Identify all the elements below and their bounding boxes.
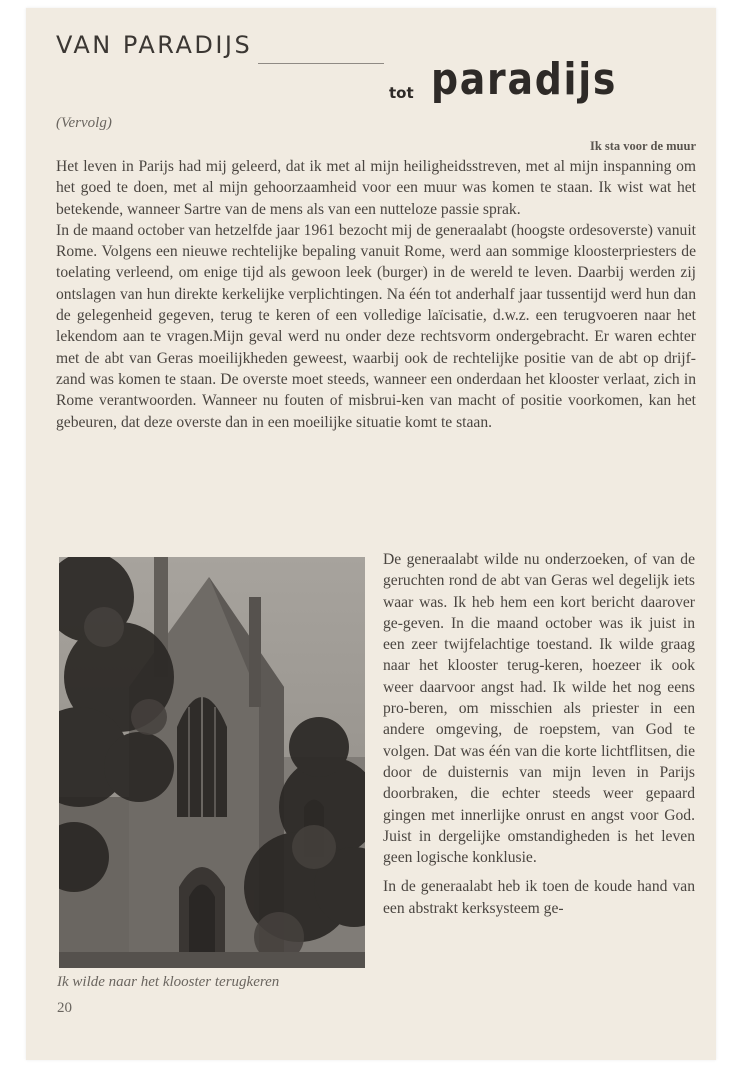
body-text xyxy=(56,156,696,433)
church-photo xyxy=(59,557,365,968)
section-subheading: Ik sta voor de muur xyxy=(589,139,696,153)
continued-label: (Vervolg) xyxy=(56,115,112,131)
column-paragraph: In de generaalabt heb ik toen de koude hand van een abstrakt kerksysteem ge- xyxy=(383,878,695,917)
right-column-text xyxy=(383,549,695,919)
magazine-page xyxy=(26,8,716,1060)
body-paragraph: Het leven in Parijs had mij geleerd, dat ik met al mijn heiligheidsstreven, met al mijn inspanning om het goed te doen, met al mijn gehoorzaamheid voor een muur was komen te staan. Ik wist wat het betekende, wanneer Sartre van de mens als van een nutteloze passie sprak. xyxy=(56,158,696,218)
photo-caption: Ik wilde naar het klooster terugkeren xyxy=(57,974,280,990)
body-paragraph: In de maand october van hetzelfde jaar 1961 bezocht mij de generaalabt (hoogste ordesoverste) vanuit Rome. Volgens een nieuwe rechtelijke bepaling vanuit Rome, werd aan sommige kloosterpriesters de toelating verleend, om enige tijd als gewoon leek (burger) in de wereld te leven. Daarbij werden zij ontslagen van hun direkte kerkelijke verplichtingen. Na één tot anderhalf jaar tussentijd werd hun dan de gelegenheid gegeven, terug te keren of een volledige laïcisatie, d.w.z. een terugvoeren naar het lekendom aan te vragen.Mijn geval werd nu onder deze rechtsvorm ondergebracht. Er waren echter met de abt van Geras moeilijkheden geweest, waarbij ook de rechtelijke positie van de abt op drijf-zand was komen te staan. De overste moet steeds, wanneer een onderdaan het klooster verlaat, zich in Rome verantwoorden. Wanneer nu fouten of misbrui-ken van macht of positie voorkomen, kan het gebeuren, dat deze overste dan in een moeilijke situatie komt te staan. xyxy=(56,221,696,431)
title-rule xyxy=(258,63,384,64)
title-van-paradijs: VAN PARADIJS xyxy=(56,31,253,59)
page-number: 20 xyxy=(57,1000,72,1016)
column-paragraph: De generaalabt wilde nu onderzoeken, of van de geruchten rond de abt van Geras wel degelijk iets waar was. Ik heb hem een kort bericht daarover ge-geven. In die maand october was ik juist in een zeer twijfelachtige toestand. Ik wilde graag naar het klooster terug-keren, hoezeer ik ook weer daarvoor angst had. Ik wilde het nog eens pro-beren, om misschien als priester in een andere omgeving, de roepstem, van God te volgen. Dat was één van die korte lichtflitsen, die door de duisternis van mijn leven in Parijs doorbraken, die echter steeds weer gepaard gingen met innerlijke onrust en angst voor God. Juist in dergelijke omstandigheden is het leven geen logische konklusie. xyxy=(383,551,695,867)
title-tot: tot xyxy=(389,84,414,102)
title-paradijs: paradijs xyxy=(431,54,618,105)
